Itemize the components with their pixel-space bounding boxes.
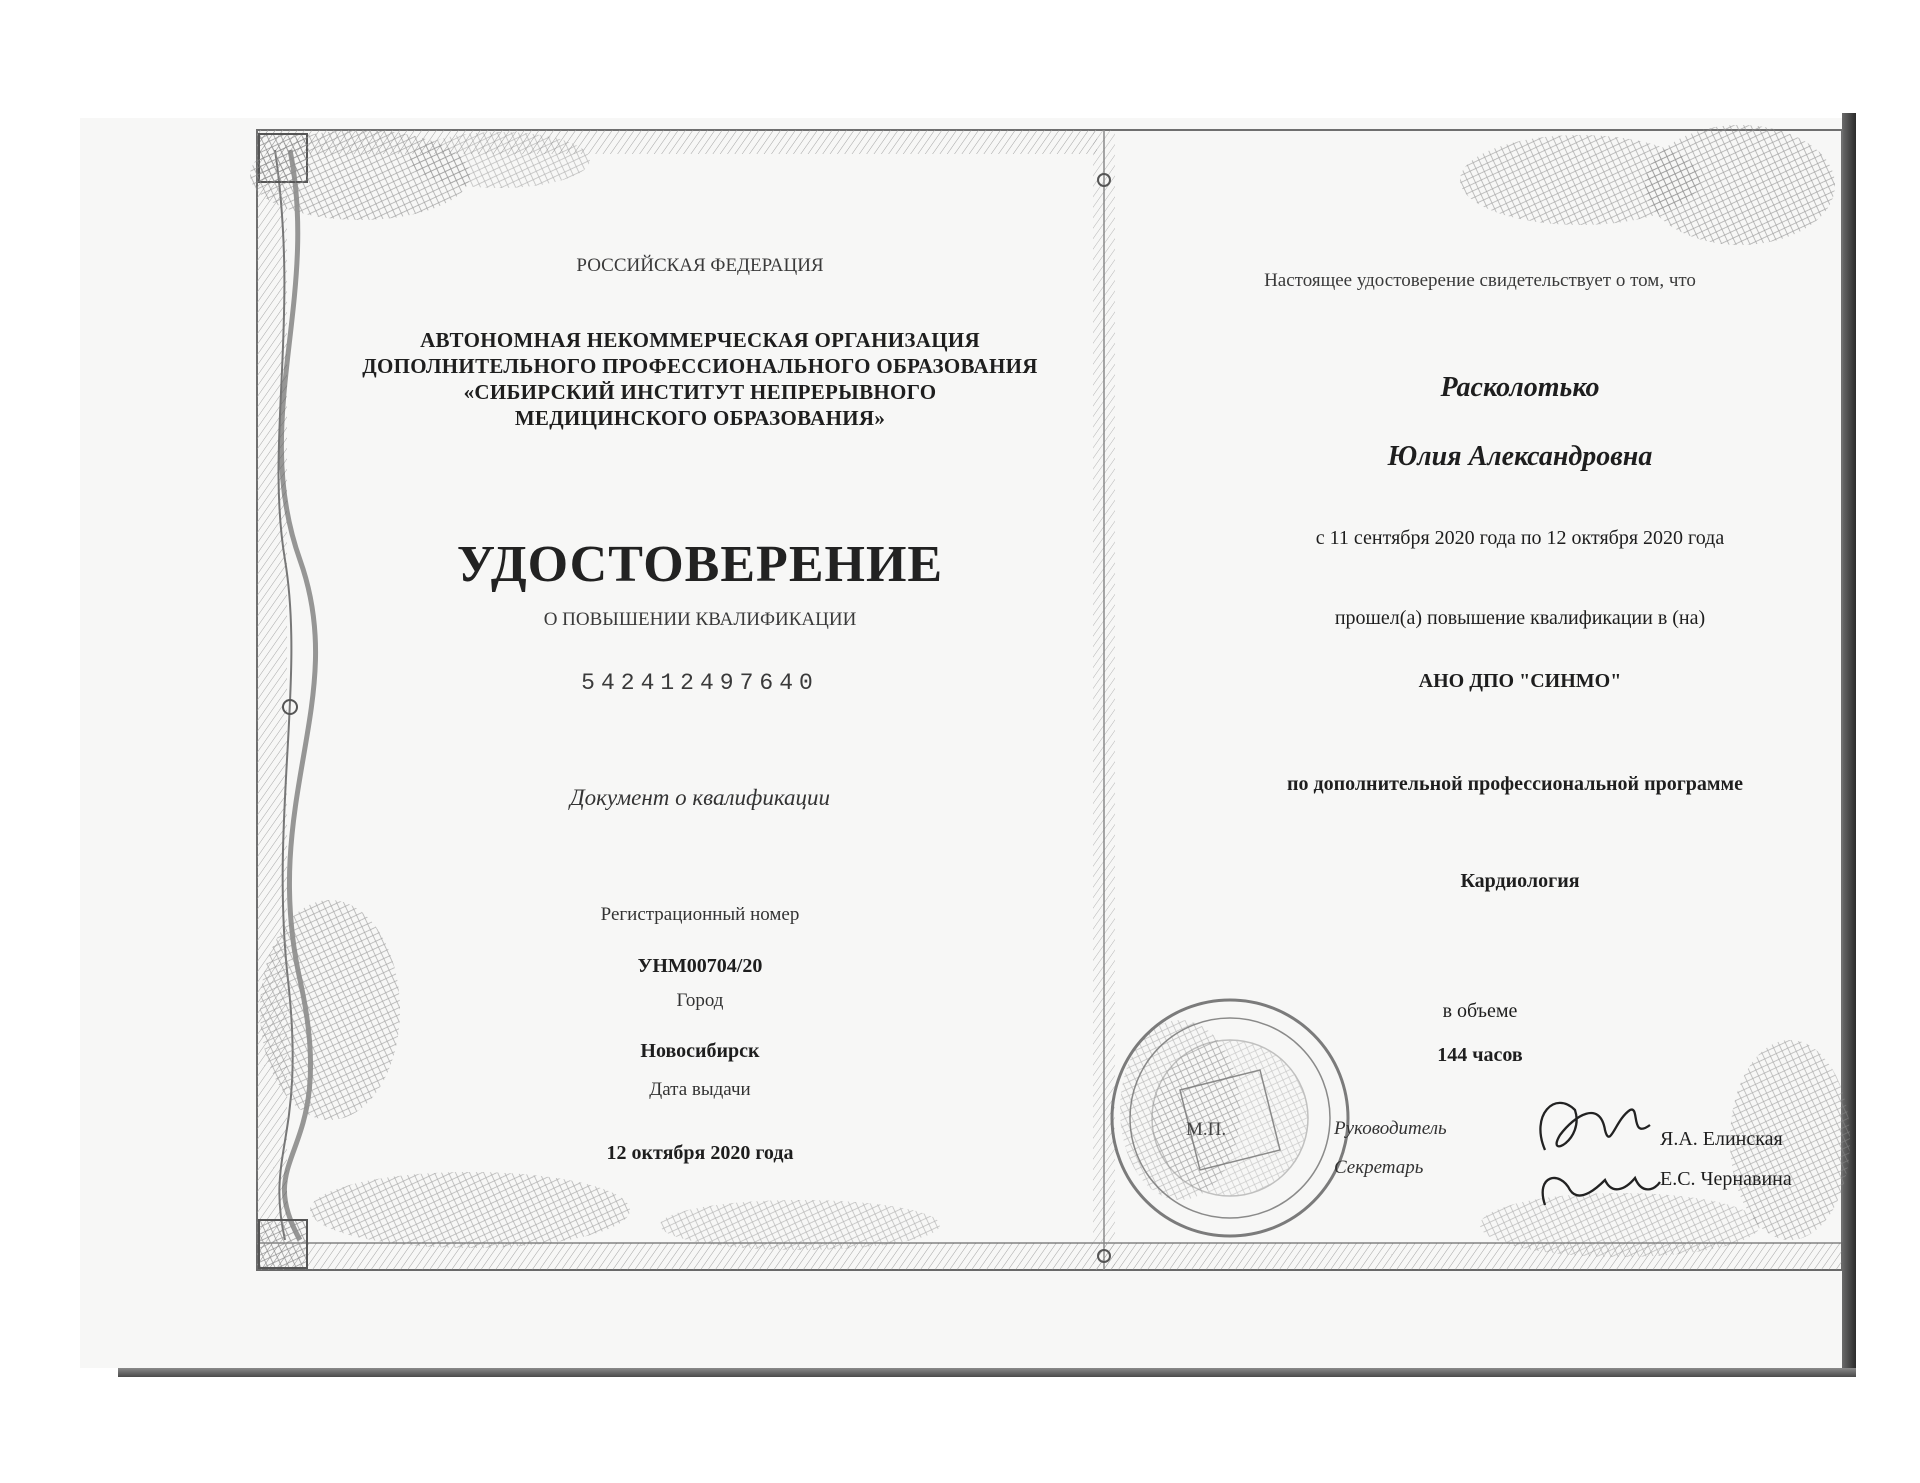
holder-given-names: Юлия Александровна bbox=[1387, 441, 1653, 472]
serial-number: 542412497640 bbox=[581, 670, 819, 696]
program-name: Кардиология bbox=[1460, 870, 1580, 892]
org-line-1: АВТОНОМНАЯ НЕКОММЕРЧЕСКАЯ ОРГАНИЗАЦИЯ bbox=[420, 328, 980, 352]
stamp-label: М.П. bbox=[1186, 1119, 1227, 1140]
completion-text: прошел(а) повышение квалификации в (на) bbox=[1334, 607, 1706, 629]
issue-date-label: Дата выдачи bbox=[649, 1079, 751, 1100]
document-subtitle: О ПОВЫШЕНИИ КВАЛИФИКАЦИИ bbox=[543, 609, 857, 630]
secretary-title: Секретарь bbox=[1334, 1157, 1424, 1178]
volume-hours: 144 часов bbox=[1437, 1044, 1523, 1066]
training-period: с 11 сентября 2020 года по 12 октября 2020 года bbox=[1315, 527, 1725, 549]
org-line-2: ДОПОЛНИТЕЛЬНОГО ПРОФЕССИОНАЛЬНОГО ОБРАЗОВАНИЯ bbox=[362, 354, 1038, 378]
registration-number: УНМ00704/20 bbox=[637, 955, 763, 977]
city-name: Новосибирск bbox=[640, 1040, 760, 1062]
org-line-3: «СИБИРСКИЙ ИНСТИТУТ НЕПРЕРЫВНОГО bbox=[463, 380, 937, 404]
head-signature bbox=[1540, 1103, 1650, 1150]
program-label: по дополнительной профессиональной программе bbox=[1286, 773, 1744, 795]
city-label: Город bbox=[676, 990, 724, 1011]
volume-label: в объеме bbox=[1442, 1000, 1518, 1022]
head-name: Я.А. Елинская bbox=[1660, 1128, 1783, 1150]
secretary-name: Е.С. Чернавина bbox=[1660, 1168, 1792, 1190]
head-title: Руководитель bbox=[1334, 1118, 1447, 1139]
document-title: УДОСТОВЕРЕНИЕ bbox=[456, 536, 944, 593]
country-name: РОССИЙСКАЯ ФЕДЕРАЦИЯ bbox=[576, 255, 824, 276]
holder-surname: Расколотько bbox=[1440, 372, 1600, 403]
left-band bbox=[257, 130, 287, 1270]
intro-text: Настоящее удостоверение свидетельствует о том, что bbox=[1264, 270, 1696, 291]
corner-rosette-bottom-left bbox=[259, 1220, 307, 1268]
document-type: Документ о квалификации bbox=[569, 785, 831, 810]
registration-label: Регистрационный номер bbox=[600, 904, 800, 925]
institution-name: АНО ДПО "СИНМО" bbox=[1418, 670, 1622, 692]
issue-date: 12 октября 2020 года bbox=[606, 1142, 794, 1164]
org-line-4: МЕДИЦИНСКОГО ОБРАЗОВАНИЯ» bbox=[514, 406, 886, 430]
